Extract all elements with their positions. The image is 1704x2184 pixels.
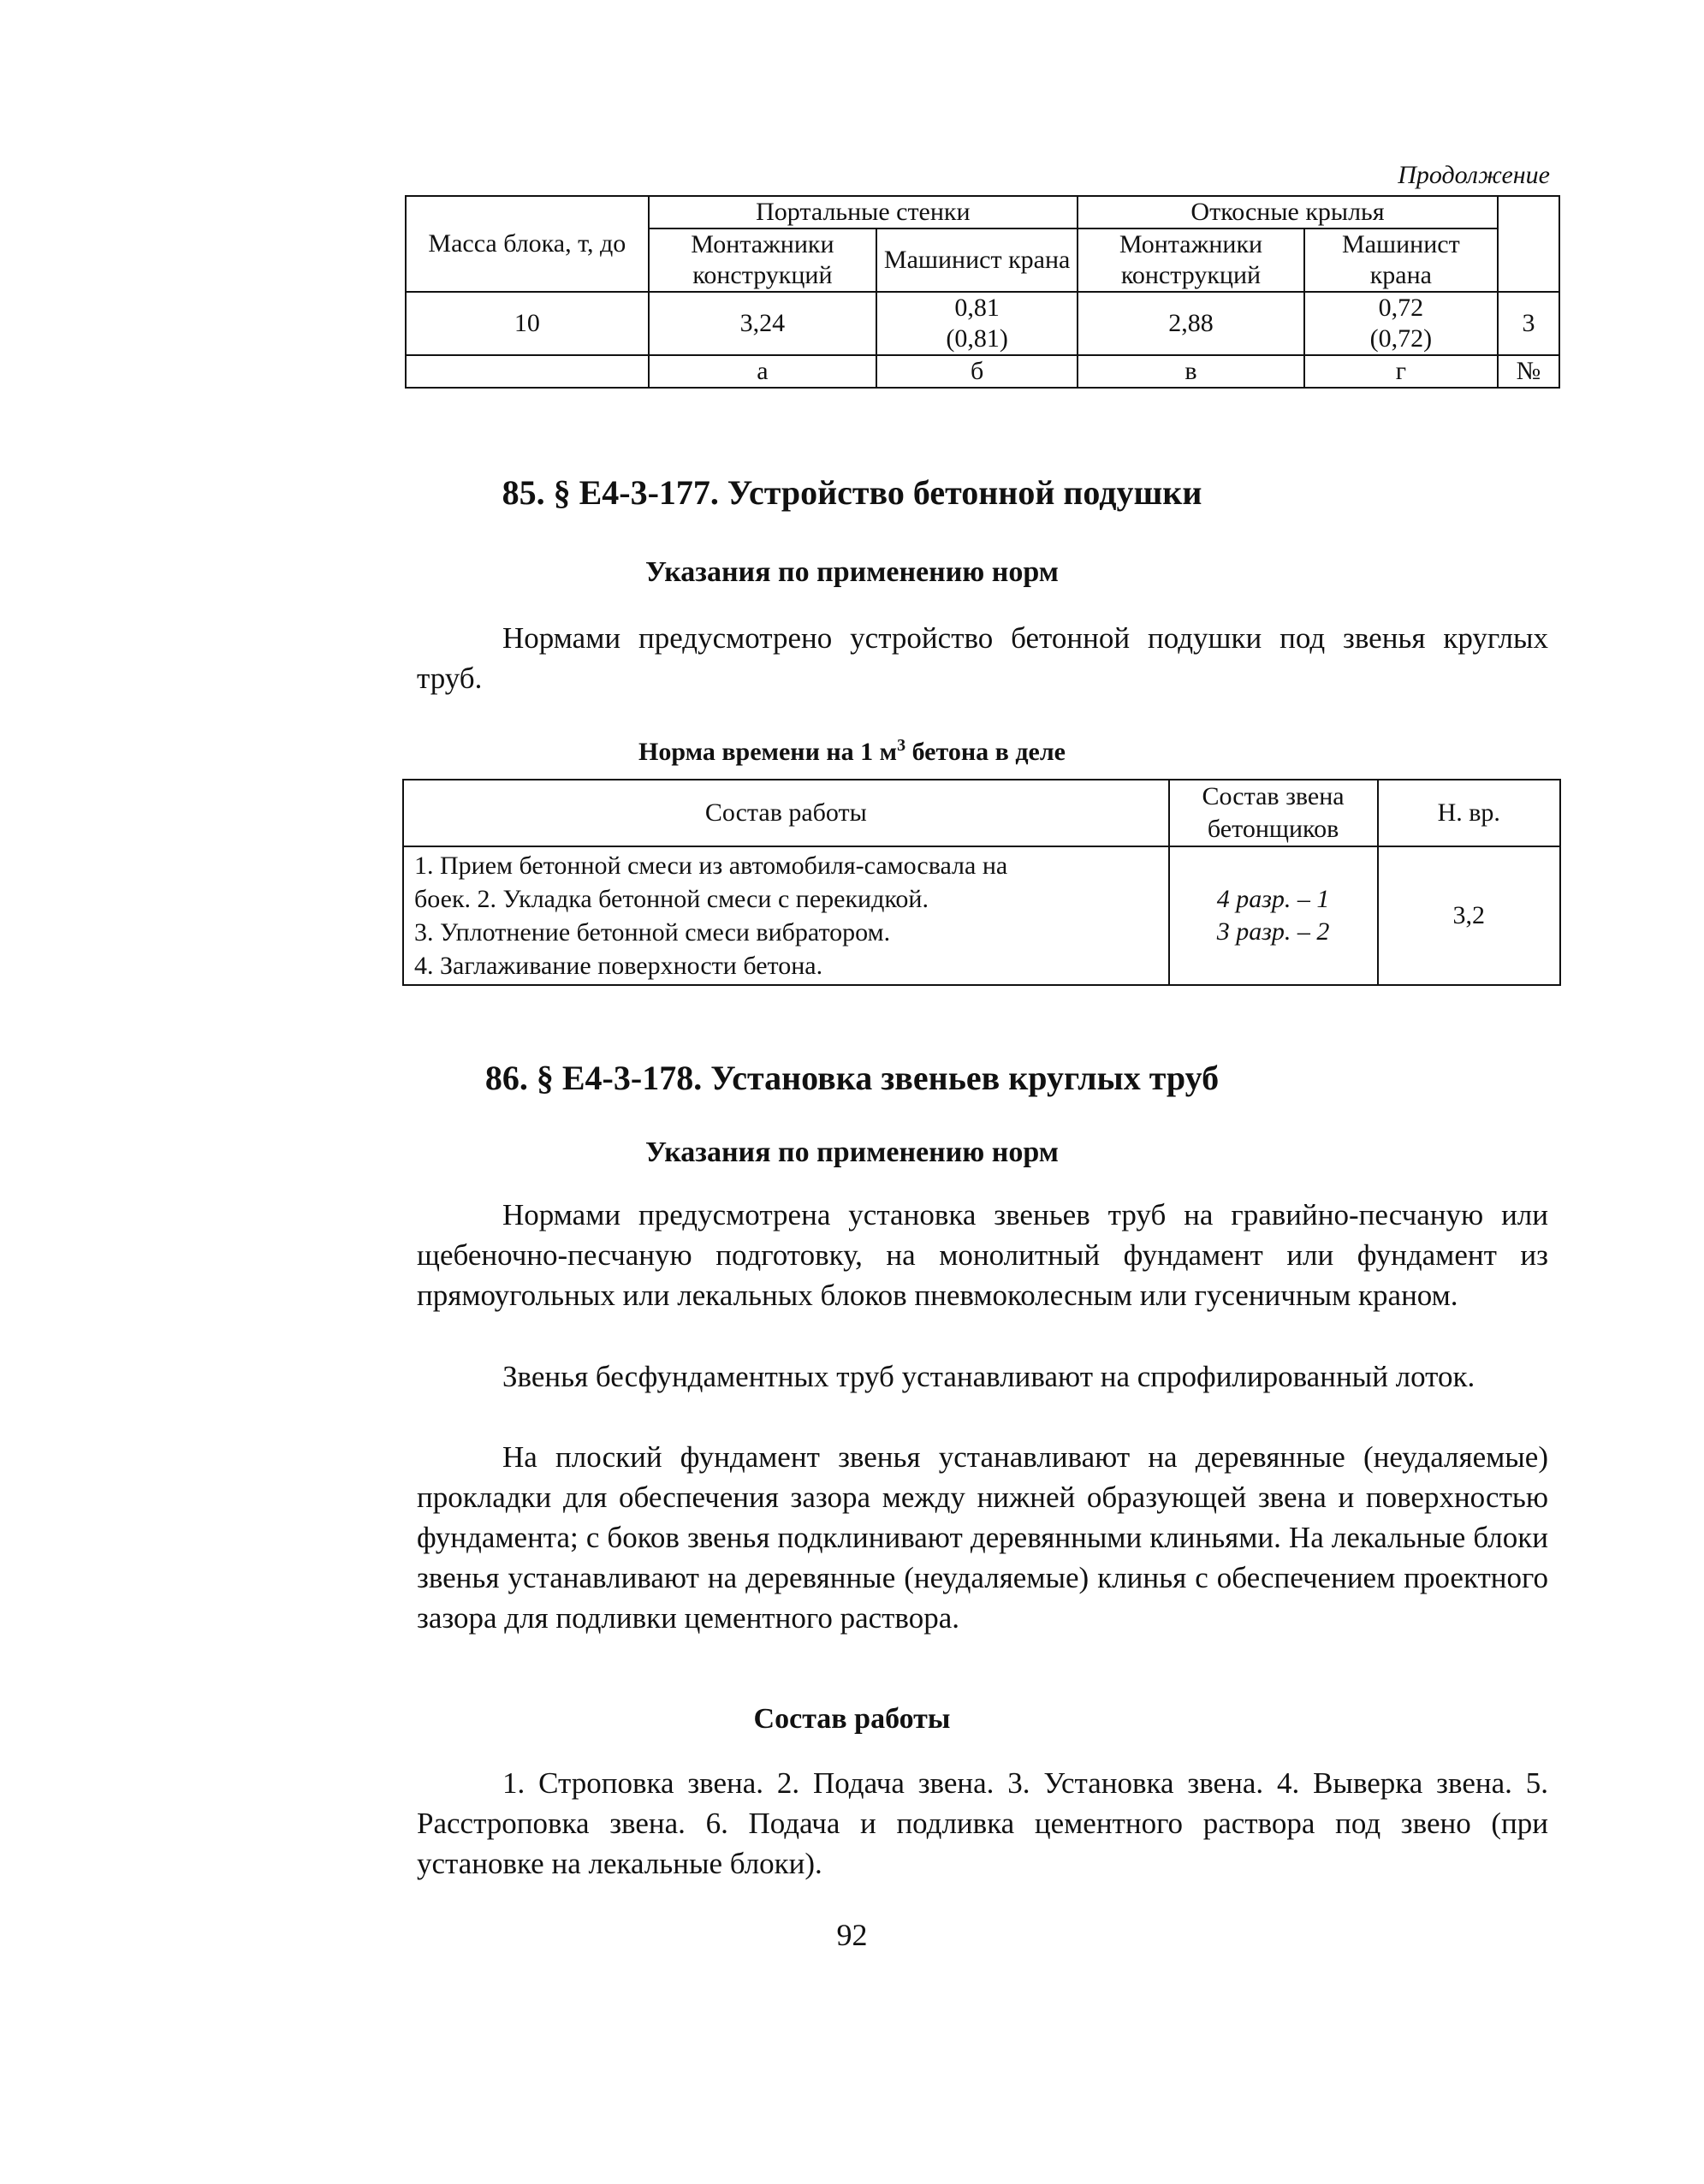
footer-g: г xyxy=(1304,355,1498,388)
brigade-composition xyxy=(1169,846,1378,985)
brigade-line-1: 4 разр. – 1 xyxy=(1216,885,1330,913)
continuation-table xyxy=(405,195,1560,389)
table-row xyxy=(403,846,1560,985)
sub-operator-portal: Машинист крана xyxy=(876,228,1078,292)
cell-mass: 10 xyxy=(406,292,649,355)
empty-header-cell xyxy=(1498,196,1559,292)
footer-empty xyxy=(406,355,649,388)
cell-num: 3 xyxy=(1498,292,1559,355)
section-85-subtitle: Указания по применению норм xyxy=(645,556,1059,588)
norm-caption xyxy=(0,736,1704,767)
page-number: 92 xyxy=(836,1918,868,1952)
cell-a: 3,24 xyxy=(649,292,877,355)
section-85-title: 85. § Е4-3-177. Устройство бетонной подушки xyxy=(502,473,1202,512)
section-86-title: 86. § Е4-3-178. Установка звеньев круглых труб xyxy=(484,1059,1220,1097)
cell-b xyxy=(876,292,1078,355)
work-composition-title: Состав работы xyxy=(753,1703,951,1735)
header-norm: Н. вр. xyxy=(1378,780,1560,846)
group-slopes-header: Откосные крылья xyxy=(1078,196,1498,228)
norm-caption-sup: 3 xyxy=(897,736,906,755)
work-line-1: 1. Прием бетонной смеси из автомобиля-самосвала на xyxy=(414,852,1008,880)
sub-installers-portal: Монтажники конструкций xyxy=(649,228,877,292)
norm-caption-prefix: Норма времени на 1 м xyxy=(638,738,898,766)
work-line-2: боек. 2. Укладка бетонной смеси с перекидкой. xyxy=(414,885,929,913)
section-85-paragraph: Нормами предусмотрено устройство бетонной подушки под звенья круглых труб. xyxy=(417,621,1548,695)
section-86-subtitle: Указания по применению норм xyxy=(645,1137,1059,1168)
cell-b-line1: 0,81 xyxy=(954,294,1000,322)
footer-b: б xyxy=(876,355,1078,388)
footer-num: № xyxy=(1498,355,1559,388)
norm-table xyxy=(402,779,1561,986)
work-description xyxy=(403,846,1169,985)
header-brigade: Состав звена бетонщиков xyxy=(1169,780,1378,846)
cell-g-line2: (0,72) xyxy=(1369,324,1433,353)
group-portal-header: Портальные стенки xyxy=(649,196,1078,228)
header-work: Состав работы xyxy=(403,780,1169,846)
footer-a: а xyxy=(649,355,877,388)
continuation-label: Продолжение xyxy=(1398,161,1550,189)
section-86-paragraph-1: Нормами предусмотрена установка звеньев труб на гравийно-песчаную или щебеночно-песчаную подготовку, на монолитный фундамент или фундамент из прямоугольных или лекальных блоков пневмоколесным или гусеничным краном. xyxy=(417,1198,1548,1312)
norm-value: 3,2 xyxy=(1378,846,1560,985)
sub-installers-slopes: Монтажники конструкций xyxy=(1078,228,1304,292)
section-86-paragraph-2: Звенья бесфундаментных труб устанавливают на спрофилированный лоток. xyxy=(502,1360,1475,1393)
work-line-3: 3. Уплотнение бетонной смеси вибратором. xyxy=(414,918,891,947)
col-mass-header: Масса блока, т, до xyxy=(406,196,649,292)
work-line-4: 4. Заглаживание поверхности бетона. xyxy=(414,952,823,980)
brigade-line-2: 3 разр. – 2 xyxy=(1216,917,1330,946)
cell-g-line1: 0,72 xyxy=(1378,294,1424,322)
section-86-paragraph-3: На плоский фундамент звенья устанавливают на деревянные (неудаляемые) прокладки для обеспечения зазора между нижней образующей звена и поверхностью фундамента; с боков звенья подклинивают деревянными клиньями. На лекальные блоки звенья устанавливают на деревянные (неудаляемые) клинья с обеспечением проектного зазора для подливки цементного раствора. xyxy=(417,1440,1548,1635)
work-composition-paragraph: 1. Строповка звена. 2. Подача звена. 3. Установка звена. 4. Выверка звена. 5. Расстроповка звена. 6. Подача и подливка цементного раствора под звено (при установке на лекальные блоки). xyxy=(417,1766,1548,1880)
table-row xyxy=(406,292,1559,355)
table-footer-row xyxy=(406,355,1559,388)
cell-b-line2: (0,81) xyxy=(946,324,1008,353)
norm-caption-suffix: бетона в деле xyxy=(905,738,1066,766)
cell-v: 2,88 xyxy=(1078,292,1304,355)
cell-g xyxy=(1304,292,1498,355)
sub-operator-slopes: Машинист крана xyxy=(1304,228,1498,292)
footer-v: в xyxy=(1078,355,1304,388)
